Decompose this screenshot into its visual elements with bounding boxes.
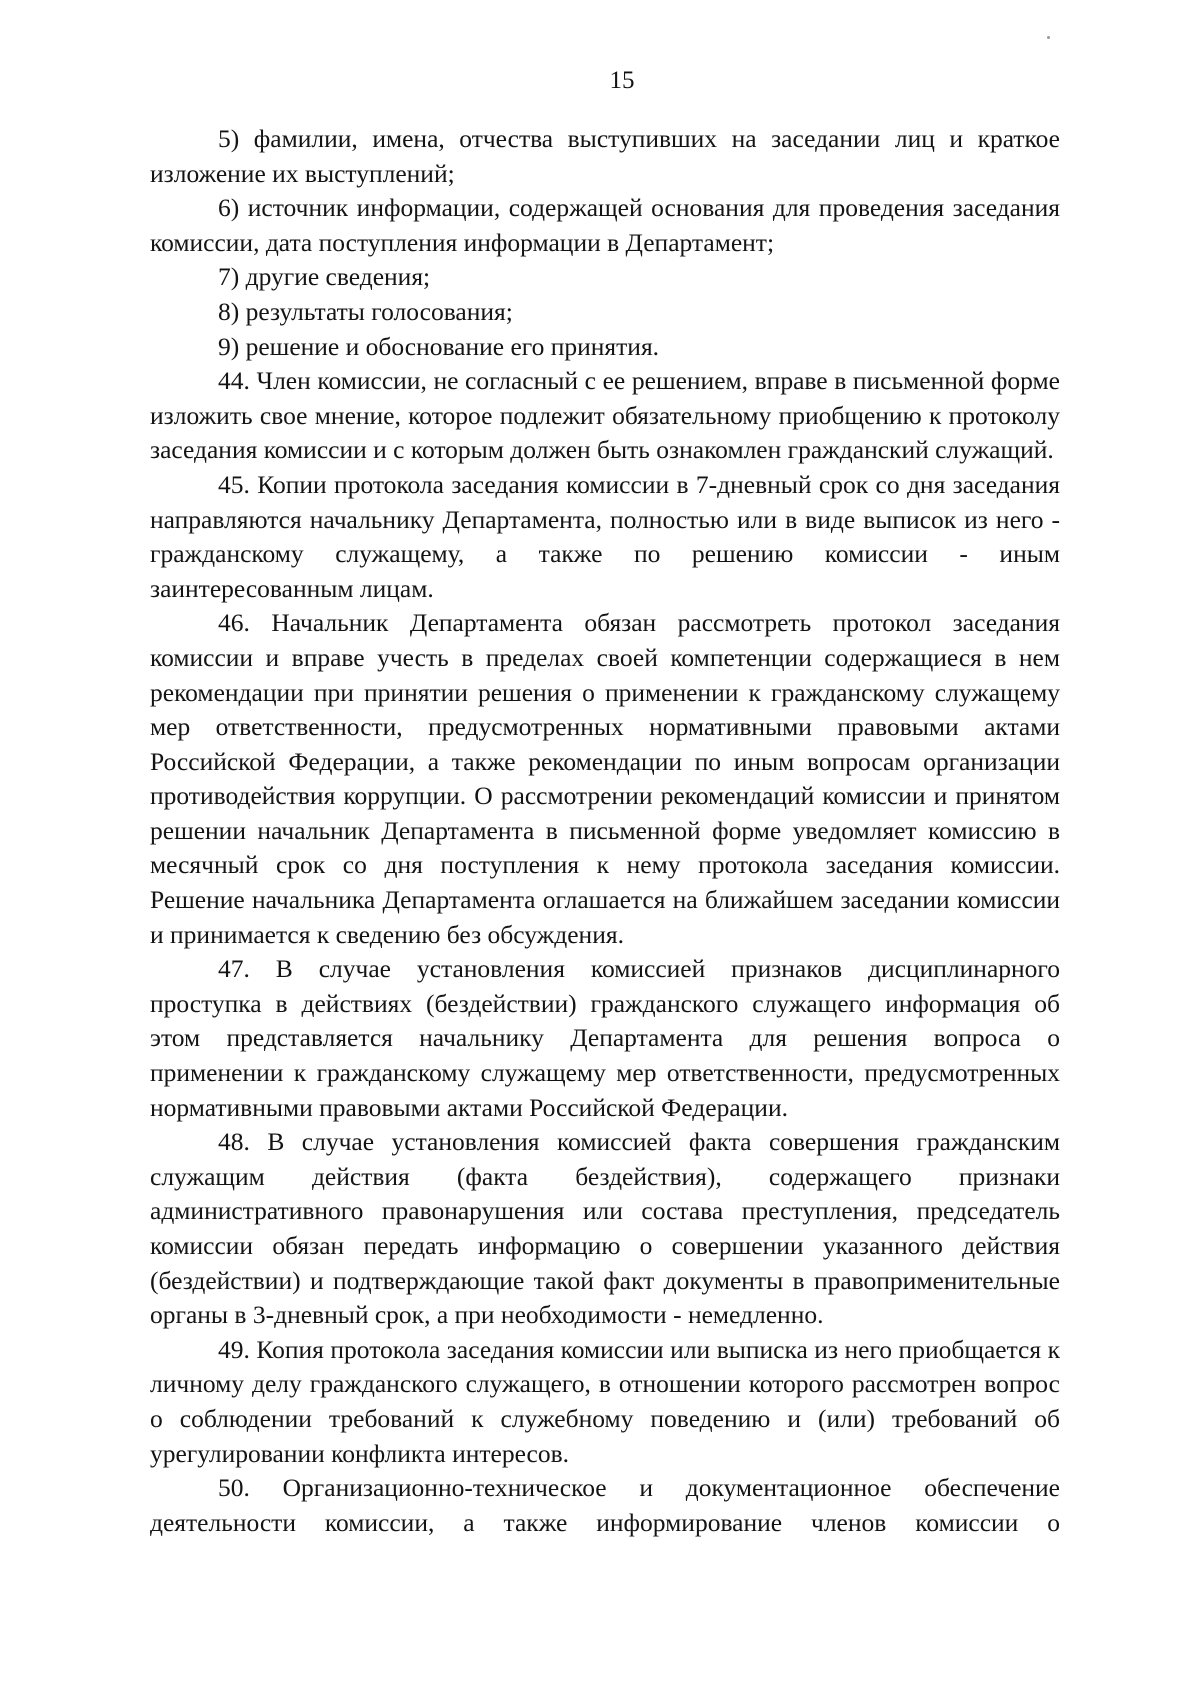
- paragraph-item-7: 7) другие сведения;: [218, 262, 431, 292]
- paragraph-45: 45. Копии протокола заседания комиссии в 7-дневный срок со дня заседания направляются начальнику Департамента, полностью или в виде выписок из него - гражданскому служащему, а также по решению комиссии - иным заинтересованным лицам.: [150, 469, 1060, 603]
- paragraph-50: 50. Организационно-техническое и документационное обеспечение деятельности комиссии, а также информирование членов комиссии о: [150, 1473, 1060, 1537]
- paragraph-item-9: 9) решение и обоснование его принятия.: [218, 331, 660, 361]
- paragraph-46: 46. Начальник Департамента обязан рассмотреть протокол заседания комиссии и вправе учесть в пределах своей компетенции содержащиеся в нем рекомендации при принятии решения о применении к гражданскому служащему мер ответственности, предусмотренных нормативными правовыми актами Российской Федерации, а также рекомендации по иным вопросам организации противодействия коррупции. О рассмотрении рекомендаций комиссии и принятом решении начальник Департамента в письменной форме уведомляет комиссию в месячный срок со дня поступления к нему протокола заседания комиссии. Решение начальника Департамента оглашается на ближайшем заседании комиссии и принимается к сведению без обсуждения.: [150, 608, 1060, 949]
- paragraph-item-6: 6) источник информации, содержащей основания для проведения заседания комиссии, дата поступления информации в Департамент;: [150, 193, 1060, 257]
- paragraph-48: 48. В случае установления комиссией факта совершения гражданским служащим действия (факта бездействия), содержащего признаки административного правонарушения или состава преступления, председатель комиссии обязан передать информацию о совершении указанного действия (бездействии) и подтверждающие такой факт документы в правоприменительные органы в 3-дневный срок, а при необходимости - немедленно.: [150, 1127, 1060, 1330]
- document-body: [150, 122, 1060, 1540]
- paragraph-47: 47. В случае установления комиссией признаков дисциплинарного проступка в действиях (бездействии) гражданского служащего информация об этом представляется начальнику Департамента для решения вопроса о применении к гражданскому служащему мер ответственности, предусмотренных нормативными правовыми актами Российской Федерации.: [150, 954, 1060, 1122]
- paragraph-49: 49. Копия протокола заседания комиссии или выписка из него приобщается к личному делу гражданского служащего, в отношении которого рассмотрен вопрос о соблюдении требований к служебному поведению и (или) требований об урегулировании конфликта интересов.: [150, 1334, 1060, 1468]
- paragraph-item-8: 8) результаты голосования;: [218, 296, 513, 326]
- page-number: 15: [609, 67, 635, 94]
- paragraph-item-5: 5) фамилии, имена, отчества выступивших на заседании лиц и краткое изложение их выступлений;: [150, 124, 1060, 188]
- scan-speck: [1047, 36, 1050, 39]
- paragraph-44: 44. Член комиссии, не согласный с ее решением, вправе в письменной форме изложить свое мнение, которое подлежит обязательному приобщению к протоколу заседания комиссии и с которым должен быть ознакомлен гражданский служащий.: [150, 366, 1060, 465]
